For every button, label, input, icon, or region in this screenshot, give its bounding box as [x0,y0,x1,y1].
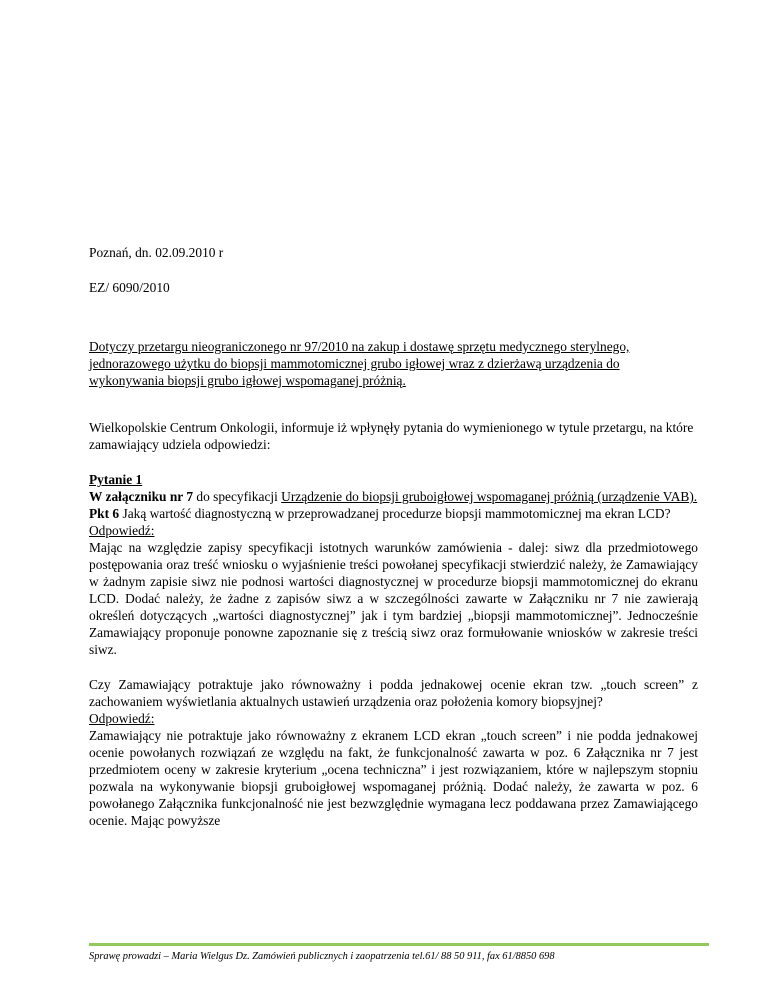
intro-paragraph: Wielkopolskie Centrum Onkologii, informuje iż wpłynęły pytania do wymienionego w tytule przetargu, na które zamawiający udziela odpowiedzi: [89,420,694,452]
answer-1-label: Odpowiedź: [89,523,155,538]
answer-2-label: Odpowiedź: [89,711,155,726]
document-body [89,244,698,829]
pkt-label: Pkt 6 [89,506,120,521]
reference-number: EZ/ 6090/2010 [89,280,170,295]
question-2-block [89,676,698,829]
attachment-mid: do specyfikacji [193,489,282,504]
subject-line: Dotyczy przetargu nieograniczonego nr 97/2010 na zakup i dostawę sprzętu medycznego sterylnego, jednorazowego użytku do biopsji mammotomicznej grubo igłowej wraz z dzierżawą urządzenia do wykonywania biopsji grubo igłowej wspomaganej próżnią. [89,339,630,388]
pkt-question: Jaką wartość diagnostyczną w przeprowadzanej procedurze biopsji mammotomicznej ma ekran LCD? [119,506,671,521]
footer-divider [89,943,709,946]
date-line: Poznań, dn. 02.09.2010 r [89,245,224,260]
question-2-text: Czy Zamawiający potraktuje jako równoważny i podda jednakowej ocenie ekran tzw. „touch screen” z zachowaniem wyświetlania aktualnych ustawień urządzenia oraz położenia komory biopsyjnej? [89,677,698,709]
question-1-attachment [89,488,698,505]
answer-2-text: Zamawiający nie potraktuje jako równoważny z ekranem LCD ekran „touch screen” i nie podda jednakowej ocenie powołanych rozwiązań ze względu na fakt, że funkcjonalność zawarta w poz. 6 Załącznika nr 7 jest przedmiotem oceny w zakresie kryterium „ocena techniczna” i jest rozwiązaniem, które w najlepszym stopniu pozwala na wykonywanie biopsji gruboigłowej wspomaganej próżnią. Dodać należy, że zawarta w poz. 6 powołanego Załącznika funkcjonalność nie jest bezwzględnie wymagana lecz poddawana przez Zamawiającego ocenie. Mając powyższe [89,728,698,828]
question-1-block [89,471,698,658]
question-1-heading: Pytanie 1 [89,472,143,487]
attachment-ref: W załączniku nr 7 [89,489,194,504]
attachment-device-title: Urządzenie do biopsji gruboigłowej wspomaganej próżnią (urządzenie VAB). [281,489,698,504]
answer-1-text: Mając na względzie zapisy specyfikacji istotnych warunków zamówienia - dalej: siwz dla przedmiotowego postępowania oraz treść wniosku o wyjaśnienie treści powołanej specyfikacji stwierdzić należy, że Zamawiający w żadnym zapisie siwz nie podnosi wartości diagnostycznej w procedurze biopsji mammotomicznej do ekranu LCD. Dodać należy, że żadne z zapisów siwz a w szczególności zawarte w Załączniku nr 7 nie zawierają określeń dotyczących „wartości diagnostycznej” jak i tym bardziej „biopsji mammotomicznej”. Jednocześnie Zamawiający proponuje ponowne zapoznanie się z treścią siwz oraz formułowanie wniosków w zakresie treści siwz. [89,540,698,657]
footer-contact: Sprawę prowadzi – Maria Wielgus Dz. Zamówień publicznych i zaopatrzenia tel.61/ 88 50 911, fax 61/8850 698 [89,951,555,962]
question-1-text [89,505,698,522]
